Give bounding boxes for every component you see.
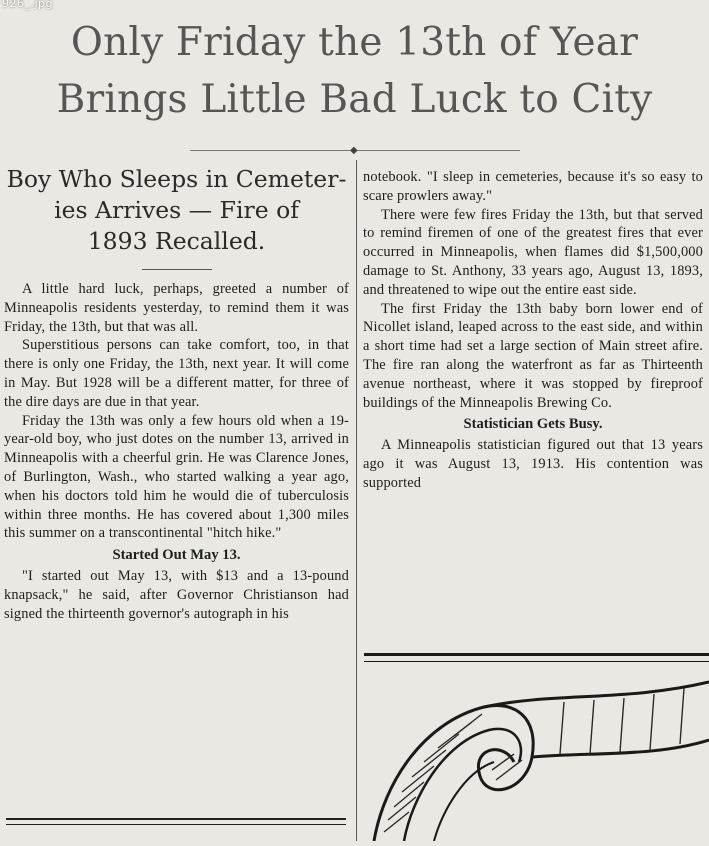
ornament-icon: ◆ <box>350 145 358 156</box>
scroll-illustration-icon <box>364 662 709 841</box>
paragraph: A Minneapolis statistician figured out that 13 years ago it was August 13, 1913. His contention was supported <box>363 437 703 491</box>
bottom-rule <box>6 818 346 825</box>
right-column <box>363 168 703 493</box>
headline-line-1: Only Friday the 13th of Year <box>70 20 639 65</box>
paragraph: A little hard luck, perhaps, greeted a number of Minneapolis residents yesterday, to remind them it was Friday, the 13th, but that was all. <box>4 281 349 335</box>
subheading: Statistician Gets Busy. <box>463 416 603 433</box>
paragraph: Superstitious persons can take comfort, too, in that there is only one Friday, the 13th, next year. It will come in May. But 1928 will be a different matter, for three of the dire days are due in that year. <box>4 337 349 410</box>
illustration-rule <box>364 653 709 662</box>
deck-headline <box>4 164 349 257</box>
column-divider <box>356 160 357 841</box>
deck-line-1: Boy Who Sleeps in Cemeter- <box>6 165 347 193</box>
left-column <box>4 160 349 624</box>
deck-rule <box>142 269 212 270</box>
headline <box>0 14 709 128</box>
file-label: 926_.jpg <box>2 0 54 10</box>
paragraph: There were few fires Friday the 13th, but that served to remind firemen of one of the greatest fires that ever occurred in Minneapolis, when flames did $1,500,000 damage to St. Anthony, 33 years ago, August 13, 1893, and threatened to wipe out the entire east side. <box>363 206 703 298</box>
subheading: Started Out May 13. <box>112 547 241 564</box>
paragraph: "I started out May 13, with $13 and a 13-pound knapsack," he said, after Governor Christianson had signed the thirteenth governor's autograph in his <box>4 568 349 622</box>
paragraph: notebook. "I sleep in cemeteries, because it's so easy to scare prowlers away." <box>363 169 703 204</box>
deck-line-3: 1893 Recalled. <box>87 227 266 255</box>
deck-line-2: ies Arrives — Fire of <box>54 196 299 224</box>
paragraph: The first Friday the 13th baby born lower end of Nicollet island, leaped across to the east side, and within a short time had set a large section of Main street afire. The fire ran along the waterfront as far as Thirteenth avenue northeast, where it was stopped by fireproof buildings of the Minneapolis Brewing Co. <box>363 300 703 411</box>
headline-line-2: Brings Little Bad Luck to City <box>56 77 653 122</box>
paragraph: Friday the 13th was only a few hours old when a 19-year-old boy, who just dotes on the number 13, arrived in Minneapolis with a cheerful grin. He was Clarence Jones, of Burlington, Wash., who started walking a year ago, when his doctors told him he would die of tuberculosis within three months. He has covered about 1,300 miles this summer on a transcontinental "hitch hike." <box>4 412 349 542</box>
